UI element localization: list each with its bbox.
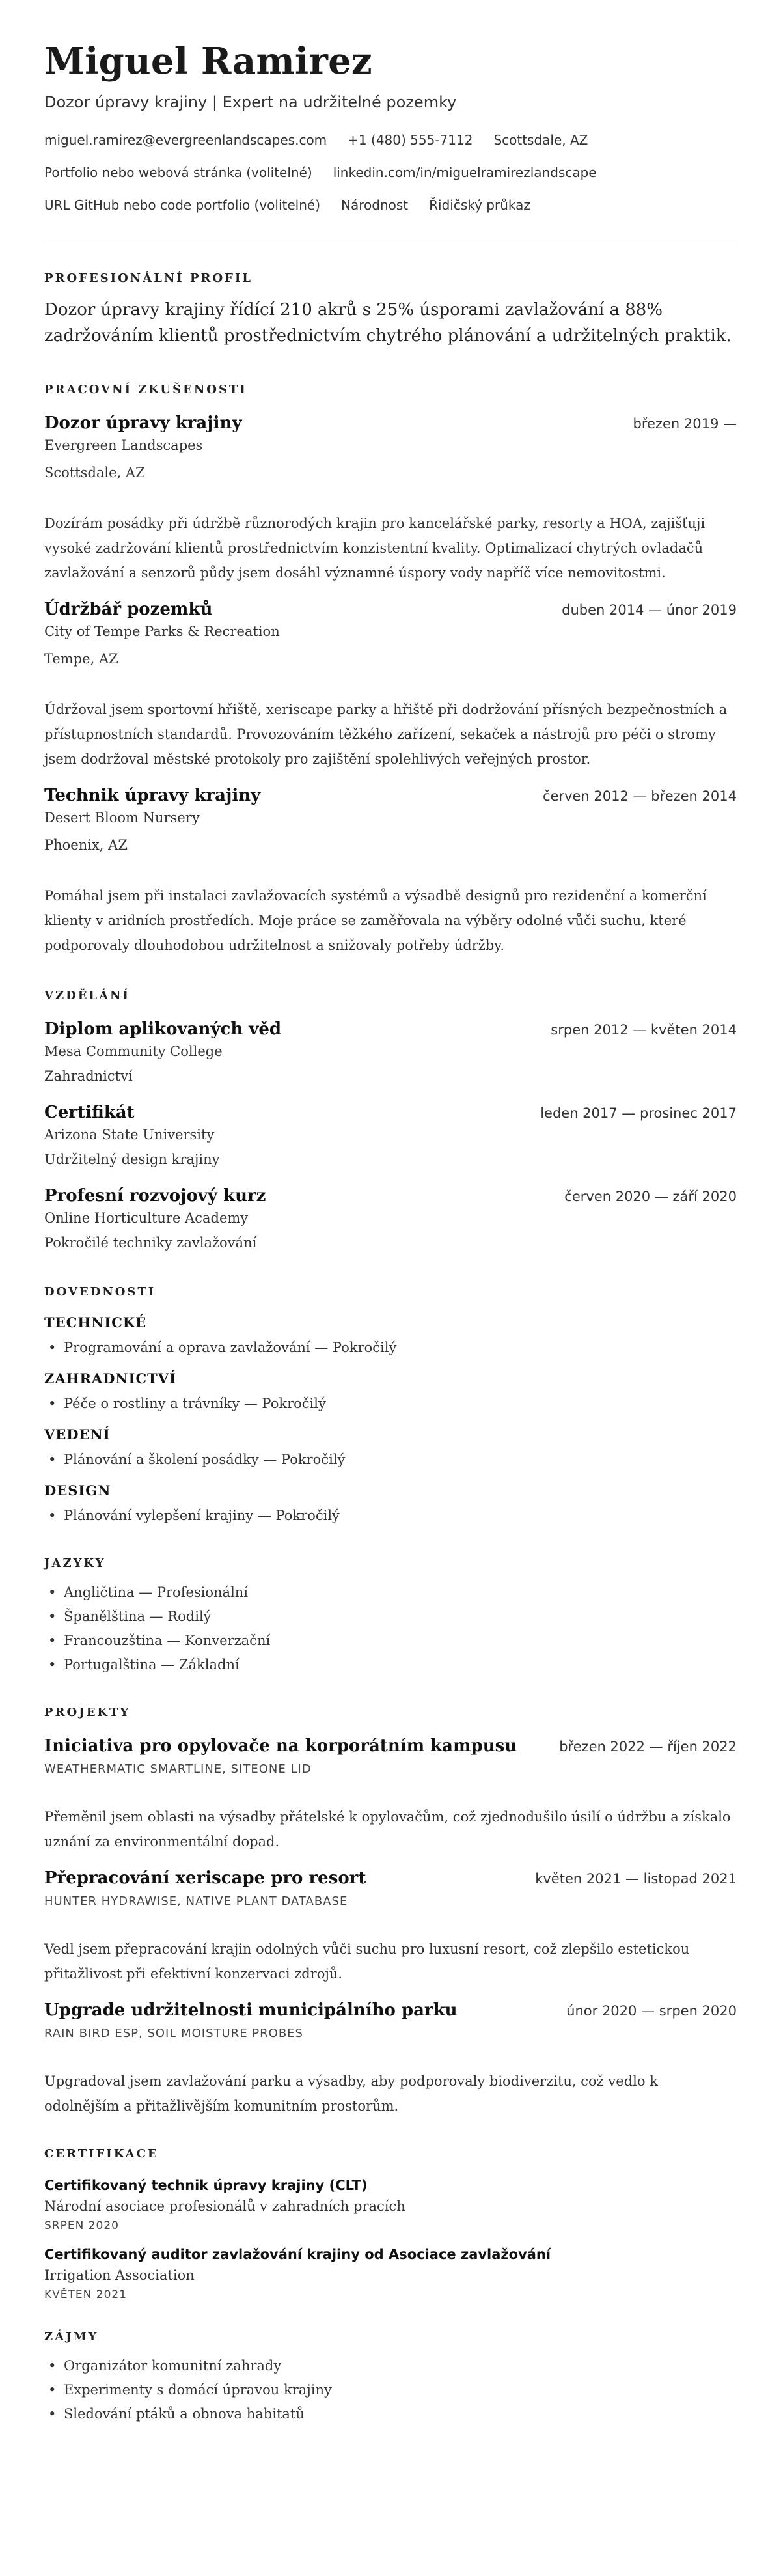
project-name: Přepracování xeriscape pro resort bbox=[44, 1868, 366, 1888]
interest-item: • Experimenty s domácí úpravou krajiny bbox=[44, 2378, 737, 2402]
job-dates: duben 2014 — únor 2019 bbox=[562, 602, 737, 618]
skill-group bbox=[44, 1370, 737, 1416]
certification-entry bbox=[44, 2178, 737, 2232]
language-item: • Angličtina — Profesionální bbox=[44, 1581, 737, 1605]
section-title: PROJEKTY bbox=[44, 1706, 131, 1719]
contact-nationality: Národnost bbox=[341, 197, 409, 213]
certification-entry bbox=[44, 2247, 737, 2301]
education-dates: srpen 2012 — květen 2014 bbox=[551, 1022, 737, 1038]
skill-category: TECHNICKÉ bbox=[44, 1314, 147, 1331]
degree-title: Profesní rozvojový kurz bbox=[44, 1186, 266, 1206]
education-dates: leden 2017 — prosinec 2017 bbox=[540, 1105, 737, 1121]
project-technologies: HUNTER HYDRAWISE, NATIVE PLANT DATABASE bbox=[44, 1894, 348, 1908]
degree-title: Diplom aplikovaných věd bbox=[44, 1019, 282, 1039]
project-description: Přeměnil jsem oblasti na výsadby přátelské k opylovačům, což zjednodušilo úsilí o údržbu a získalo uznání za environmentální dopad. bbox=[44, 1809, 731, 1849]
job-location: Tempe, AZ bbox=[44, 651, 118, 667]
contact-linkedin[interactable]: linkedin.com/in/miguelramirezlandscape bbox=[333, 165, 597, 180]
skill-group bbox=[44, 1482, 737, 1528]
job-description: Dozírám posádky při údržbě různorodých krajin pro kancelářské parky, resorty a HOA, zajišťuji vysoké zadržování klientů prostřednictvím konzistentní kvality. Optimalizací chytrých ovladačů zavlažování a senzorů půdy jsem dosáhl významné úspory vody napříč více nemovitostmi. bbox=[44, 516, 706, 581]
job-title: Údržbář pozemků bbox=[44, 600, 213, 619]
job-location: Scottsdale, AZ bbox=[44, 465, 145, 480]
contact-info bbox=[44, 130, 737, 215]
job-location: Phoenix, AZ bbox=[44, 837, 128, 853]
interest-item: • Sledování ptáků a obnova habitatů bbox=[44, 2402, 737, 2426]
contact-license: Řidičský průkaz bbox=[429, 197, 530, 213]
skill-item: • Plánování a školení posádky — Pokročilý bbox=[44, 1448, 737, 1472]
field-of-study: Udržitelný design krajiny bbox=[44, 1152, 220, 1167]
job-description: Údržoval jsem sportovní hřiště, xeriscape parky a hřiště při dodržování přísných bezpečnostních a přístupnostních standardů. Provozováním těžkého zařízení, sekaček a nástrojů pro péči o stromy jsem dodržoval městské protokoly pro zajištění spolehlivých veřejných prostor. bbox=[44, 702, 728, 767]
project-dates: květen 2021 — listopad 2021 bbox=[535, 1871, 737, 1887]
school-name: Online Horticulture Academy bbox=[44, 1210, 249, 1226]
section-title: CERTIFIKACE bbox=[44, 2147, 159, 2161]
section-title: ZÁJMY bbox=[44, 2330, 99, 2344]
skill-category: ZAHRADNICTVÍ bbox=[44, 1370, 176, 1387]
candidate-name: Miguel Ramirez bbox=[44, 40, 372, 83]
project-description: Upgradoval jsem zavlažování parku a výsadby, aby podporovaly biodiverzitu, což vedlo k odolnějším a přitažlivějším komunitním prostorům. bbox=[44, 2073, 658, 2114]
project-entry bbox=[44, 1736, 737, 1854]
education-entry bbox=[44, 1186, 737, 1253]
section-title: JAZYKY bbox=[44, 1557, 106, 1570]
education-entry bbox=[44, 1019, 737, 1086]
profile-section bbox=[44, 271, 737, 349]
skill-group bbox=[44, 1314, 737, 1360]
skill-group bbox=[44, 1426, 737, 1472]
certification-date: SRPEN 2020 bbox=[44, 2219, 119, 2232]
section-title: DOVEDNOSTI bbox=[44, 1285, 156, 1299]
section-title: PROFESIONÁLNÍ PROFIL bbox=[44, 271, 253, 285]
contact-github[interactable]: URL GitHub nebo code portfolio (volitelné) bbox=[44, 197, 321, 213]
certification-name: Certifikovaný technik úpravy krajiny (CLT) bbox=[44, 2178, 368, 2193]
experience-entry bbox=[44, 600, 737, 771]
experience-entry bbox=[44, 786, 737, 958]
skills-section bbox=[44, 1285, 737, 1528]
profile-summary: Dozor úpravy krajiny řídící 210 akrů s 25% úsporami zavlažování a 88% zadržováním klientů prostřednictvím chytrého plánování a udržitelných praktik. bbox=[44, 300, 732, 346]
skill-item: • Plánování vylepšení krajiny — Pokročilý bbox=[44, 1504, 737, 1528]
language-item: • Portugalština — Základní bbox=[44, 1653, 737, 1677]
resume-header bbox=[44, 38, 737, 240]
contact-location: Scottsdale, AZ bbox=[493, 132, 588, 148]
project-dates: únor 2020 — srpen 2020 bbox=[566, 2003, 737, 2019]
job-company: Desert Bloom Nursery bbox=[44, 810, 200, 825]
projects-section bbox=[44, 1706, 737, 2118]
project-description: Vedl jsem přepracování krajin odolných vůči suchu pro luxusní resort, což zlepšilo estetickou přitažlivost při efektivní konzervaci zdrojů. bbox=[44, 1941, 690, 1982]
candidate-headline: Dozor úpravy krajiny | Expert na udržitelné pozemky bbox=[44, 93, 457, 111]
field-of-study: Zahradnictví bbox=[44, 1068, 133, 1084]
experience-section bbox=[44, 383, 737, 958]
degree-title: Certifikát bbox=[44, 1103, 135, 1122]
job-description: Pomáhal jsem při instalaci zavlažovacích systémů a výsadbě designů pro rezidenční a komerční klienty v aridních prostředích. Moje práce se zaměřovala na výběry odolné vůči suchu, které podporovaly dlouhodobou udržitelnost a snižovaly potřeby údržby. bbox=[44, 888, 707, 953]
field-of-study: Pokročilé techniky zavlažování bbox=[44, 1235, 257, 1251]
section-title: PRACOVNÍ ZKUŠENOSTI bbox=[44, 383, 247, 396]
skill-item: • Programování a oprava zavlažování — Pokročilý bbox=[44, 1336, 737, 1360]
skill-category: DESIGN bbox=[44, 1482, 111, 1499]
certification-issuer: Národní asociace profesionálů v zahradních pracích bbox=[44, 2198, 405, 2214]
languages-section bbox=[44, 1557, 737, 1677]
certifications-section bbox=[44, 2147, 737, 2301]
skill-category: VEDENÍ bbox=[44, 1426, 111, 1443]
project-technologies: WEATHERMATIC SMARTLINE, SITEONE LID bbox=[44, 1762, 312, 1776]
project-entry bbox=[44, 2001, 737, 2118]
job-company: Evergreen Landscapes bbox=[44, 437, 203, 453]
contact-portfolio[interactable]: Portfolio nebo webová stránka (volitelné) bbox=[44, 165, 312, 180]
school-name: Mesa Community College bbox=[44, 1044, 223, 1059]
language-item: • Francouzština — Konverzační bbox=[44, 1629, 737, 1653]
school-name: Arizona State University bbox=[44, 1127, 215, 1143]
project-entry bbox=[44, 1868, 737, 1986]
experience-entry bbox=[44, 413, 737, 585]
project-technologies: RAIN BIRD ESP, SOIL MOISTURE PROBES bbox=[44, 2027, 303, 2040]
section-title: VZDĚLÁNÍ bbox=[44, 989, 130, 1003]
job-title: Dozor úpravy krajiny bbox=[44, 413, 242, 433]
certification-issuer: Irrigation Association bbox=[44, 2267, 195, 2283]
job-title: Technik úpravy krajiny bbox=[44, 786, 261, 805]
education-section bbox=[44, 989, 737, 1253]
project-name: Upgrade udržitelnosti municipálního parku bbox=[44, 2001, 458, 2020]
project-dates: březen 2022 — říjen 2022 bbox=[559, 1739, 737, 1754]
education-entry bbox=[44, 1103, 737, 1169]
certification-name: Certifikovaný auditor zavlažování krajiny od Asociace zavlažování bbox=[44, 2247, 551, 2262]
job-dates: březen 2019 — bbox=[633, 416, 737, 432]
project-name: Iniciativa pro opylovače na korporátním kampusu bbox=[44, 1736, 517, 1756]
skill-item: • Péče o rostliny a trávníky — Pokročilý bbox=[44, 1392, 737, 1416]
interest-item: • Organizátor komunitní zahrady bbox=[44, 2354, 737, 2378]
certification-date: KVĚTEN 2021 bbox=[44, 2288, 128, 2301]
contact-phone[interactable]: +1 (480) 555-7112 bbox=[348, 132, 473, 148]
contact-email[interactable]: miguel.ramirez@evergreenlandscapes.com bbox=[44, 132, 327, 148]
education-dates: červen 2020 — září 2020 bbox=[564, 1189, 737, 1204]
job-company: City of Tempe Parks & Recreation bbox=[44, 624, 280, 639]
job-dates: červen 2012 — březen 2014 bbox=[542, 788, 737, 804]
language-item: • Španělština — Rodilý bbox=[44, 1605, 737, 1629]
interests-section bbox=[44, 2330, 737, 2426]
